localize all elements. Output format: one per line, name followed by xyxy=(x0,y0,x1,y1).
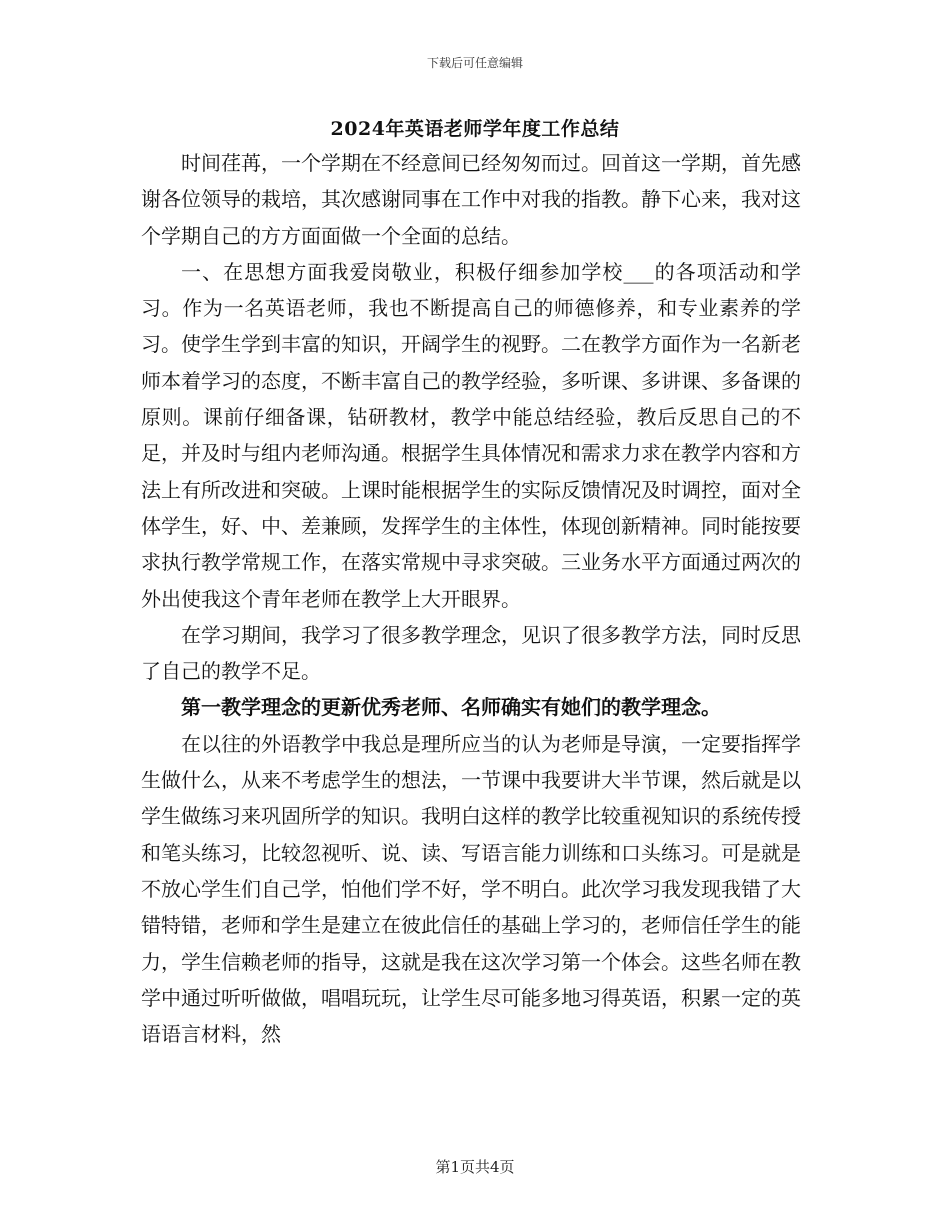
page-number: 第1页共4页 xyxy=(435,1158,515,1176)
paragraph-past-teaching: 在以往的外语教学中我总是理所应当的认为老师是导演，一定要指挥学生做什么，从来不考虑学生的想法，一节课中我要讲大半节课，然后就是以学生做练习来巩固所学的知识。我明白这样的教学比较重视知识的系统传授和笔头练习，比较忽视听、说、读、写语言能力训练和口头练习。可是就是不放心学生们自己学，怕他们学不好，学不明白。此次学习我发现我错了大错特错，老师和学生是建立在彼此信任的基础上学习的，老师信任学生的能力，学生信赖老师的指导，这就是我在这次学习第一个体会。这些名师在教学中通过听听做做，唱唱玩玩，让学生尽可能多地习得英语，积累一定的英语语言材料，然 xyxy=(141,731,801,1047)
paragraph-section-one: 一、在思想方面我爱岗敬业，积极仔细参加学校___的各项活动和学习。作为一名英语老师，我也不断提高自己的师德修养，和专业素养的学习。使学生学到丰富的知识，开阔学生的视野。二在教学方面作为一名新老师本着学习的态度，不断丰富自己的教学经验，多听课、多讲课、多备课的原则。课前仔细备课，钻研教材，教学中能总结经验，教后反思自己的不足，并及时与组内老师沟通。根据学生具体情况和需求力求在教学内容和方法上有所改进和突破。上课时能根据学生的实际反馈情况及时调控，面对全体学生，好、中、差兼顾，发挥学生的主体性，体现创新精神。同时能按要求执行教学常规工作，在落实常规中寻求突破。三业务水平方面通过两次的外出使我这个青年老师在教学上大开眼界。 xyxy=(141,259,801,611)
paragraph-heading-teaching-concept: 第一教学理念的更新优秀老师、名师确实有她们的教学理念。 xyxy=(181,695,721,720)
document-title: 2024年英语老师学年度工作总结 xyxy=(330,118,620,140)
document-body xyxy=(141,145,801,1052)
paragraph-study-period: 在学习期间，我学习了很多教学理念，见识了很多教学方法，同时反思了自己的教学不足。 xyxy=(141,622,801,684)
page-header-note: 下载后可任意编辑 xyxy=(426,56,523,70)
paragraph-intro: 时间荏苒，一个学期在不经意间已经匆匆而过。回首这一学期，首先感谢各位领导的栽培，其次感谢同事在工作中对我的指教。静下心来，我对这个学期自己的方方面面做一个全面的总结。 xyxy=(141,151,801,248)
